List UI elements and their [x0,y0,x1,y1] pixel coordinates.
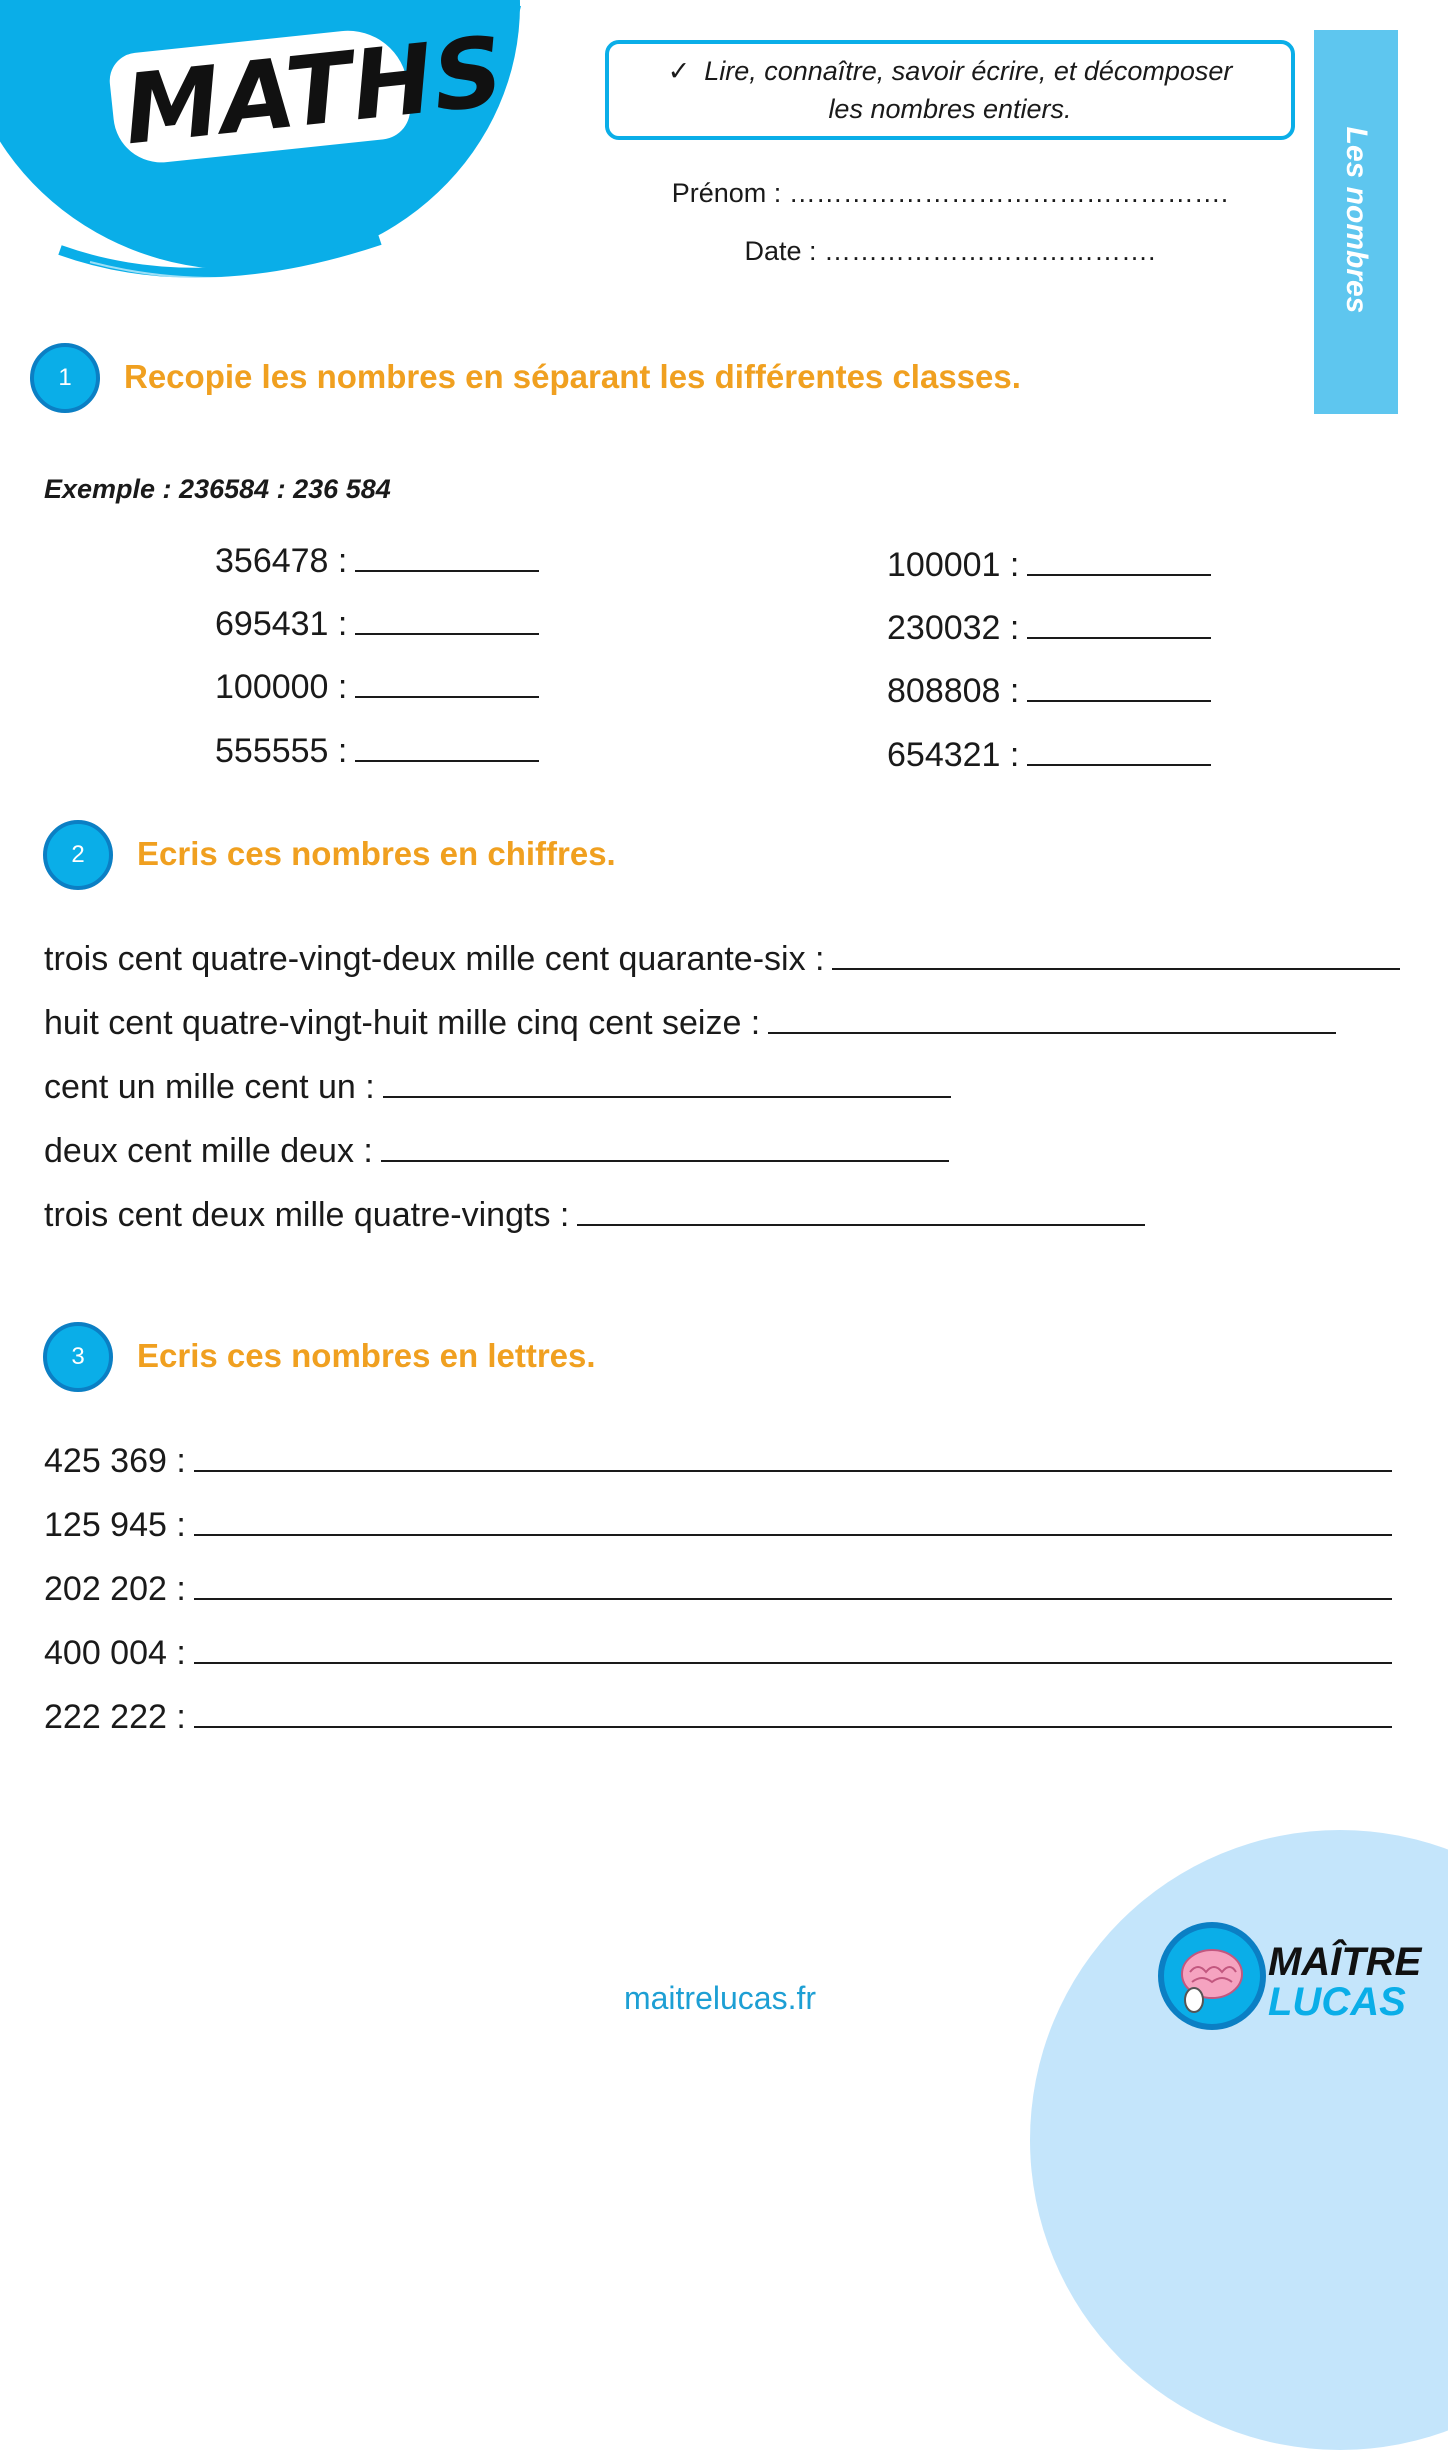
s3-label-1: 425 369 : [44,1442,186,1480]
logo-line-2: LUCAS [1268,1980,1406,2024]
answer-blank[interactable] [1027,573,1211,576]
s1-right-row-3[interactable] [887,672,1211,711]
s3-label-4: 400 004 : [44,1634,186,1672]
s2-row-4[interactable] [44,1132,949,1171]
section-1-title: Recopie les nombres en séparant les différentes classes. [124,358,1021,395]
s3-row-1[interactable] [44,1442,1392,1481]
answer-blank[interactable] [832,967,1400,970]
s3-label-2: 125 945 : [44,1506,186,1544]
s1-left-label-2: 695431 : [215,605,348,643]
s2-label-2: huit cent quatre-vingt-huit mille cinq cent seize : [44,1004,761,1042]
s2-label-1: trois cent quatre-vingt-deux mille cent quarante-six : [44,940,825,978]
s1-left-label-4: 555555 : [215,732,348,770]
s3-row-5[interactable] [44,1698,1392,1737]
section-3-title: Ecris ces nombres en lettres. [137,1337,596,1374]
s3-label-3: 202 202 : [44,1570,186,1608]
answer-blank[interactable] [355,569,539,572]
brain-icon [1170,1934,1254,2018]
s1-left-row-4[interactable] [215,732,539,771]
answer-blank[interactable] [355,759,539,762]
s1-right-label-2: 230032 : [887,609,1020,647]
side-tab-label-wrap [1314,30,1398,414]
footer-splash [1030,1830,1448,2450]
date-field[interactable]: Date : ………………………………. [744,236,1156,266]
s2-row-2[interactable] [44,1004,1336,1043]
objective-line-2: les nombres entiers. [828,94,1072,124]
subject-title: MATHS [118,15,510,167]
side-tab-label: Les nombres [1340,126,1373,314]
s1-right-row-2[interactable] [887,609,1211,648]
footer-url[interactable]: maitrelucas.fr [623,1980,817,2016]
s1-left-label-3: 100000 : [215,668,348,706]
s3-row-4[interactable] [44,1634,1392,1673]
objective-text-1: Lire, connaître, savoir écrire, et décomposer [704,56,1233,86]
answer-blank[interactable] [194,1597,1392,1600]
s1-right-label-4: 654321 : [887,736,1020,774]
s2-label-3: cent un mille cent un : [44,1068,375,1106]
s2-label-4: deux cent mille deux : [44,1132,373,1170]
s1-right-label-3: 808808 : [887,672,1020,710]
s3-row-2[interactable] [44,1506,1392,1545]
objective-box [605,40,1295,140]
s1-right-label-1: 100001 : [887,546,1020,584]
answer-blank[interactable] [381,1159,949,1162]
answer-blank[interactable] [194,1469,1392,1472]
section-1-example: Exemple : 236584 : 236 584 [44,474,391,504]
section-2-title: Ecris ces nombres en chiffres. [137,835,616,872]
section-3-number: 3 [43,1322,113,1392]
s2-row-3[interactable] [44,1068,951,1107]
s1-left-row-1[interactable] [215,542,539,581]
answer-blank[interactable] [194,1661,1392,1664]
s2-label-5: trois cent deux mille quatre-vingts : [44,1196,570,1234]
s2-row-5[interactable] [44,1196,1145,1235]
check-icon: ✓ [667,56,691,86]
s1-left-row-3[interactable] [215,668,539,707]
s1-left-row-2[interactable] [215,605,539,644]
answer-blank[interactable] [768,1031,1336,1034]
answer-blank[interactable] [1027,763,1211,766]
answer-blank[interactable] [577,1223,1145,1226]
answer-blank[interactable] [1027,699,1211,702]
s1-left-label-1: 356478 : [215,542,348,580]
s1-right-row-4[interactable] [887,736,1211,775]
s2-row-1[interactable] [44,940,1400,979]
s1-right-row-1[interactable] [887,546,1211,585]
answer-blank[interactable] [194,1725,1392,1728]
s3-row-3[interactable] [44,1570,1392,1609]
answer-blank[interactable] [355,695,539,698]
logo-line-1: MAÎTRE [1268,1940,1422,1984]
answer-blank[interactable] [355,632,539,635]
section-1-number: 1 [30,343,100,413]
answer-blank[interactable] [194,1533,1392,1536]
answer-blank[interactable] [1027,636,1211,639]
s3-label-5: 222 222 : [44,1698,186,1736]
answer-blank[interactable] [383,1095,951,1098]
objective-line-1 [609,52,1291,90]
first-name-field[interactable]: Prénom : …………………………………………. [671,178,1229,208]
section-2-number: 2 [43,820,113,890]
